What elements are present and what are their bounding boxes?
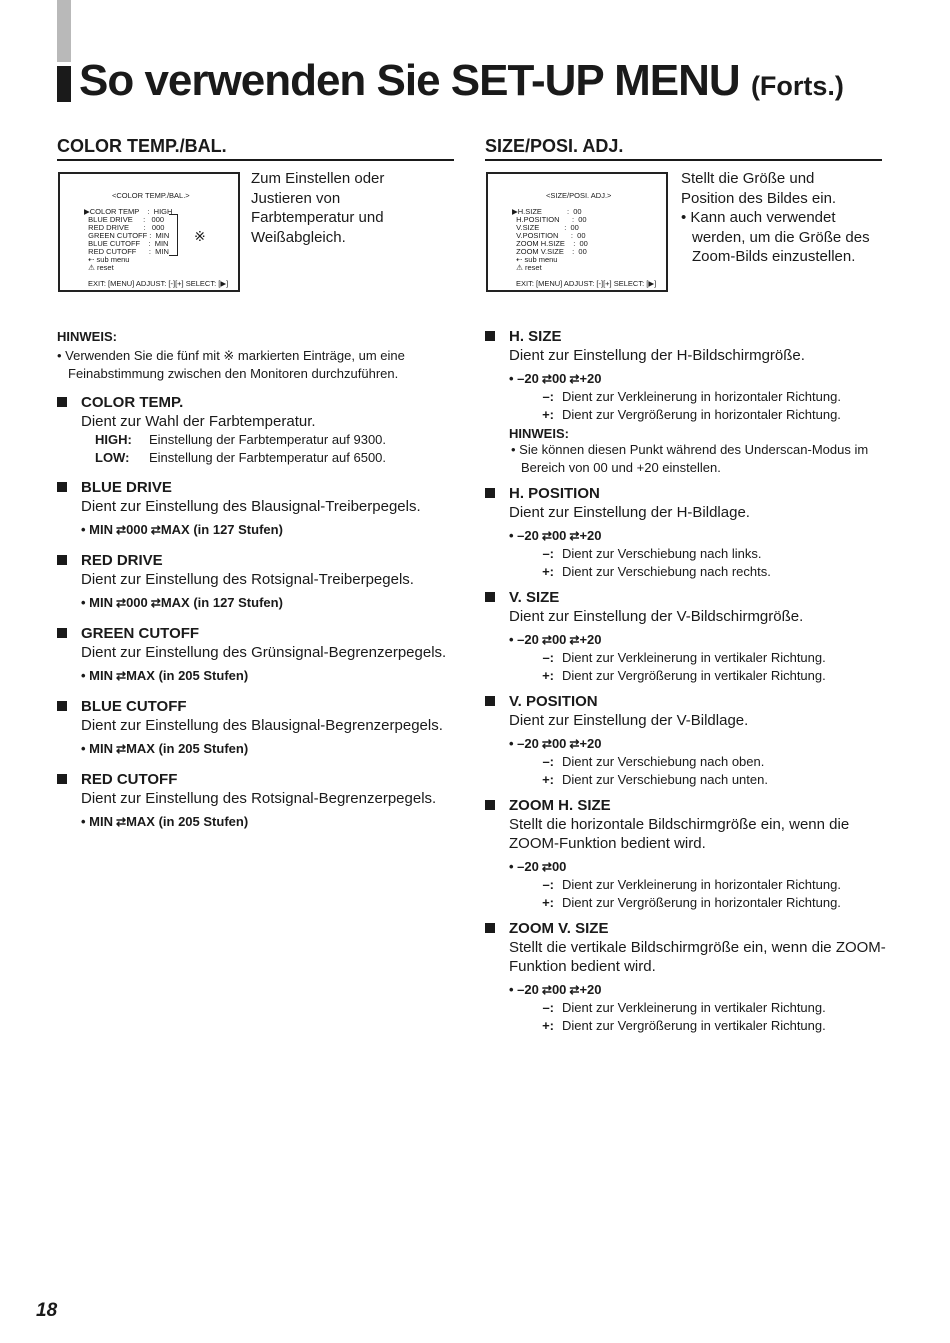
range-value: –20 (517, 736, 539, 751)
range-value: MAX (in 127 Stufen) (160, 595, 283, 610)
swap-arrow-icon: ⇄ (116, 742, 124, 756)
sub-key: +: (542, 1017, 554, 1033)
item-heading: V. SIZE (509, 589, 560, 606)
range-value: 000 (126, 522, 148, 537)
item-description: Dient zur Einstellung des Rotsignal-Treiberpegels. (81, 571, 414, 588)
range-value: MAX (in 205 Stufen) (126, 668, 249, 683)
swap-arrow-icon: ⇄ (116, 596, 124, 610)
item-description: Dient zur Einstellung der V-Bildlage. (509, 712, 749, 729)
intro-line: Farbtemperatur und (251, 209, 384, 226)
intro-line: Stellt die Größe und (681, 170, 815, 187)
intro-line: Zoom-Bilds einzustellen. (692, 248, 856, 265)
level-line (81, 449, 457, 467)
sub-value: Dient zur Verschiebung nach unten. (562, 771, 768, 787)
swap-arrow-icon: ⇄ (541, 372, 549, 386)
range-line (81, 521, 457, 539)
swap-arrow-icon: ⇄ (541, 737, 549, 751)
bullet: • (509, 528, 518, 543)
osd-title: <SIZE/POSI. ADJ.> (546, 191, 612, 200)
square-bullet-icon (485, 696, 495, 706)
swap-arrow-icon: ⇄ (150, 523, 158, 537)
osd-row: RED CUTOFF : MIN (84, 247, 169, 256)
range-value: 00 (551, 736, 567, 751)
setting-item (485, 919, 895, 1034)
sub-line (509, 406, 895, 424)
intro-size-posi (681, 169, 891, 267)
square-bullet-icon (57, 774, 67, 784)
swap-arrow-icon: ⇄ (569, 983, 577, 997)
sub-line (509, 545, 895, 563)
range-value: –20 (517, 982, 539, 997)
sub-key: +: (542, 563, 554, 579)
item-heading: RED DRIVE (81, 552, 163, 569)
item-heading: ZOOM V. SIZE (509, 920, 609, 937)
range-value: MIN (89, 814, 114, 829)
square-bullet-icon (57, 555, 67, 565)
level-line (81, 431, 457, 449)
osd-row: RED DRIVE : 000 (84, 223, 165, 232)
osd-screen-size-posi (486, 172, 668, 292)
intro-line: Justieren von (251, 189, 341, 207)
range-value: MIN (89, 522, 114, 537)
item-heading: RED CUTOFF (81, 771, 178, 788)
range-value: 00 (551, 632, 567, 647)
range-line (509, 370, 895, 388)
sub-key: –: (542, 389, 554, 404)
osd-footer: EXIT: [MENU] ADJUST: [-][+] SELECT: [▶] (516, 279, 657, 288)
osd-row: ▶COLOR TEMP : HIGH (84, 207, 173, 216)
range-value: –20 (517, 371, 539, 386)
item-description: Dient zur Einstellung des Blausignal-Begrenzerpegels. (81, 717, 443, 734)
item-description: Stellt die vertikale Bildschirmgröße ein, wenn die ZOOM-Funktion bedient wird. (509, 939, 886, 975)
range-line (509, 858, 895, 876)
intro-line: • Kann auch verwendet (681, 209, 836, 226)
bullet: • (509, 632, 518, 647)
square-bullet-icon (485, 923, 495, 933)
range-value: +20 (579, 632, 602, 647)
title-marker (57, 66, 71, 102)
item-description: Dient zur Einstellung des Rotsignal-Begrenzerpegels. (81, 790, 437, 807)
range-line (509, 527, 895, 545)
swap-arrow-icon: ⇄ (541, 983, 549, 997)
range-value: +20 (579, 371, 602, 386)
square-bullet-icon (485, 488, 495, 498)
square-bullet-icon (485, 592, 495, 602)
swap-arrow-icon: ⇄ (116, 669, 124, 683)
item-description: Dient zur Einstellung des Grünsignal-Begrenzerpegels. (81, 644, 447, 661)
sub-key: –: (542, 754, 554, 769)
note-heading: HINWEIS: (57, 329, 117, 344)
level-value: Einstellung der Farbtemperatur auf 9300. (149, 432, 387, 447)
sub-line (509, 649, 895, 667)
sub-key: +: (542, 894, 554, 910)
osd-bracket (169, 214, 178, 256)
right-column (485, 327, 895, 1042)
swap-arrow-icon: ⇄ (541, 529, 549, 543)
square-bullet-icon (57, 701, 67, 711)
bullet: • (509, 859, 518, 874)
setting-item (485, 796, 895, 911)
swap-arrow-icon: ⇄ (569, 633, 577, 647)
sub-value: Dient zur Verkleinerung in horizontaler Richtung. (562, 877, 841, 892)
item-description: Stellt die horizontale Bildschirmgröße ein, wenn die ZOOM-Funktion bedient wird. (509, 816, 850, 852)
swap-arrow-icon: ⇄ (569, 737, 577, 751)
osd-title: <COLOR TEMP./BAL.> (112, 191, 190, 200)
intro-line: Zum Einstellen oder (251, 170, 385, 187)
osd-row: ⇠ sub menu (512, 255, 558, 264)
sub-value: Dient zur Verkleinerung in vertikaler Richtung. (562, 1000, 826, 1015)
section-rule (485, 159, 882, 161)
square-bullet-icon (485, 331, 495, 341)
setting-item (57, 478, 457, 539)
osd-row: V.POSITION : 00 (512, 231, 586, 240)
square-bullet-icon (57, 397, 67, 407)
range-line (81, 740, 457, 758)
osd-row: H.POSITION : 00 (512, 215, 587, 224)
osd-row: ZOOM H.SIZE : 00 (512, 239, 588, 248)
setting-item (485, 327, 895, 476)
bullet: • (81, 522, 90, 537)
sub-key: –: (542, 1000, 554, 1015)
right-items (485, 327, 895, 1034)
swap-arrow-icon: ⇄ (116, 523, 124, 537)
bullet: • (81, 741, 90, 756)
item-description: Dient zur Einstellung der V-Bildschirmgröße. (509, 608, 804, 625)
range-value: +20 (579, 528, 602, 543)
sub-line (509, 876, 895, 894)
item-description: Dient zur Einstellung der H-Bildschirmgröße. (509, 347, 805, 364)
swap-arrow-icon: ⇄ (116, 815, 124, 829)
range-value: MIN (89, 668, 114, 683)
square-bullet-icon (57, 628, 67, 638)
item-description: Dient zur Einstellung des Blausignal-Treiberpegels. (81, 498, 421, 515)
sub-line (509, 753, 895, 771)
top-tab-bar (57, 0, 71, 62)
swap-arrow-icon: ⇄ (541, 860, 549, 874)
range-value: +20 (579, 736, 602, 751)
section-heading-size-posi: SIZE/POSI. ADJ. (485, 136, 624, 156)
left-column (57, 329, 457, 843)
item-description: Dient zur Einstellung der H-Bildlage. (509, 504, 750, 521)
sub-line (509, 771, 895, 789)
setting-item (57, 624, 457, 685)
intro-line: werden, um die Größe des (692, 228, 870, 246)
sub-value: Dient zur Verschiebung nach oben. (562, 754, 765, 769)
setting-item (57, 770, 457, 831)
range-value: –20 (517, 528, 539, 543)
intro-line: Position des Bildes ein. (681, 189, 837, 207)
range-value: MAX (in 205 Stufen) (126, 814, 249, 829)
section-rule (57, 159, 454, 161)
range-line (81, 813, 457, 831)
range-line (81, 667, 457, 685)
sub-key: +: (542, 667, 554, 683)
note-text: • Verwenden Sie die fünf mit ※ markierten Einträge, um eine Feinabstimmung zwischen den Monitoren durchzuführen. (57, 348, 405, 381)
sub-value: Dient zur Vergrößerung in vertikaler Richtung. (562, 667, 826, 683)
item-heading: V. POSITION (509, 693, 598, 710)
sub-key: –: (542, 650, 554, 665)
sub-value: Dient zur Verschiebung nach rechts. (562, 563, 771, 579)
swap-arrow-icon: ⇄ (541, 633, 549, 647)
range-line (509, 631, 895, 649)
range-value: 00 (551, 528, 567, 543)
range-value: MIN (89, 741, 114, 756)
range-value: 00 (551, 982, 567, 997)
intro-color-temp (251, 169, 451, 247)
item-heading: H. POSITION (509, 485, 600, 502)
bullet: • (81, 668, 90, 683)
osd-rows (84, 208, 172, 272)
bullet: • (81, 814, 90, 829)
level-key: HIGH: (95, 432, 132, 447)
item-heading: ZOOM H. SIZE (509, 797, 611, 814)
sub-key: –: (542, 546, 554, 561)
sub-key: +: (542, 406, 554, 422)
range-line (81, 594, 457, 612)
range-value: +20 (579, 982, 602, 997)
item-heading: BLUE CUTOFF (81, 698, 187, 715)
range-line (509, 981, 895, 999)
sub-line (509, 999, 895, 1017)
bullet: • (509, 371, 518, 386)
item-heading: GREEN CUTOFF (81, 625, 200, 642)
sub-value: Dient zur Verkleinerung in horizontaler Richtung. (562, 389, 841, 404)
osd-row: ⚠ reset (512, 263, 542, 272)
intro-line: Weißabgleich. (251, 228, 346, 246)
square-bullet-icon (57, 482, 67, 492)
range-value: –20 (517, 632, 539, 647)
osd-rows (512, 208, 588, 272)
sub-key: +: (542, 771, 554, 787)
setting-item (57, 697, 457, 758)
range-value: –20 (517, 859, 539, 874)
range-value: 00 (551, 859, 567, 874)
sub-line (509, 563, 895, 581)
swap-arrow-icon: ⇄ (150, 596, 158, 610)
title-suffix: (Forts.) (750, 71, 844, 101)
osd-row: GREEN CUTOFF : MIN (84, 231, 170, 240)
sub-value: Dient zur Vergrößerung in vertikaler Richtung. (562, 1017, 826, 1033)
osd-row: BLUE DRIVE : 000 (84, 215, 165, 224)
sub-value: Dient zur Vergrößerung in horizontaler Richtung. (562, 894, 841, 910)
left-items (57, 393, 457, 831)
note-text: • Sie können diesen Punkt während des Underscan-Modus im Bereich von 00 und +20 einstellen. (511, 442, 869, 475)
osd-footer: EXIT: [MENU] ADJUST: [-][+] SELECT: [▶] (88, 279, 229, 288)
sub-value: Dient zur Verschiebung nach links. (562, 546, 762, 561)
osd-row: ⚠ reset (84, 263, 114, 272)
item-heading: BLUE DRIVE (81, 479, 172, 496)
sub-line (509, 667, 895, 685)
osd-row: V.SIZE : 00 (512, 223, 579, 232)
osd-row: ▶H.SIZE : 00 (512, 207, 582, 216)
level-value: Einstellung der Farbtemperatur auf 6500. (149, 449, 387, 465)
bullet: • (509, 982, 518, 997)
note-heading: HINWEIS: (509, 426, 569, 441)
sub-line (509, 894, 895, 912)
setting-item (485, 484, 895, 580)
level-key: LOW: (95, 449, 130, 465)
range-value: 000 (126, 595, 148, 610)
range-line (509, 735, 895, 753)
swap-arrow-icon: ⇄ (569, 529, 577, 543)
asterisk-mark-icon: ※ (194, 228, 206, 244)
item-heading: COLOR TEMP. (81, 394, 184, 411)
setting-item (57, 551, 457, 612)
range-value: MAX (in 205 Stufen) (126, 741, 249, 756)
osd-row: BLUE CUTOFF : MIN (84, 239, 169, 248)
range-value: MAX (in 127 Stufen) (160, 522, 283, 537)
bullet: • (81, 595, 90, 610)
swap-arrow-icon: ⇄ (569, 372, 577, 386)
sub-value: Dient zur Vergrößerung in horizontaler Richtung. (562, 406, 841, 422)
section-heading-color-temp: COLOR TEMP./BAL. (57, 136, 227, 156)
bullet: • (509, 736, 518, 751)
range-value: MIN (89, 595, 114, 610)
item-heading: H. SIZE (509, 328, 562, 345)
sub-line (509, 388, 895, 406)
setting-item (485, 692, 895, 788)
osd-screen-color-temp (58, 172, 240, 292)
setting-item (485, 588, 895, 684)
sub-line (509, 1017, 895, 1035)
page-number: 18 (36, 1300, 58, 1321)
osd-row: ZOOM V.SIZE : 00 (512, 247, 587, 256)
sub-key: –: (542, 877, 554, 892)
page-title: So verwenden Sie SET-UP MENU (Forts.) (79, 56, 844, 105)
item-note (509, 426, 895, 476)
square-bullet-icon (485, 800, 495, 810)
item-description: Dient zur Wahl der Farbtemperatur. (81, 413, 316, 430)
setting-item (57, 393, 457, 466)
range-value: 00 (551, 371, 567, 386)
sub-value: Dient zur Verkleinerung in vertikaler Richtung. (562, 650, 826, 665)
osd-row: ⇠ sub menu (84, 255, 130, 264)
